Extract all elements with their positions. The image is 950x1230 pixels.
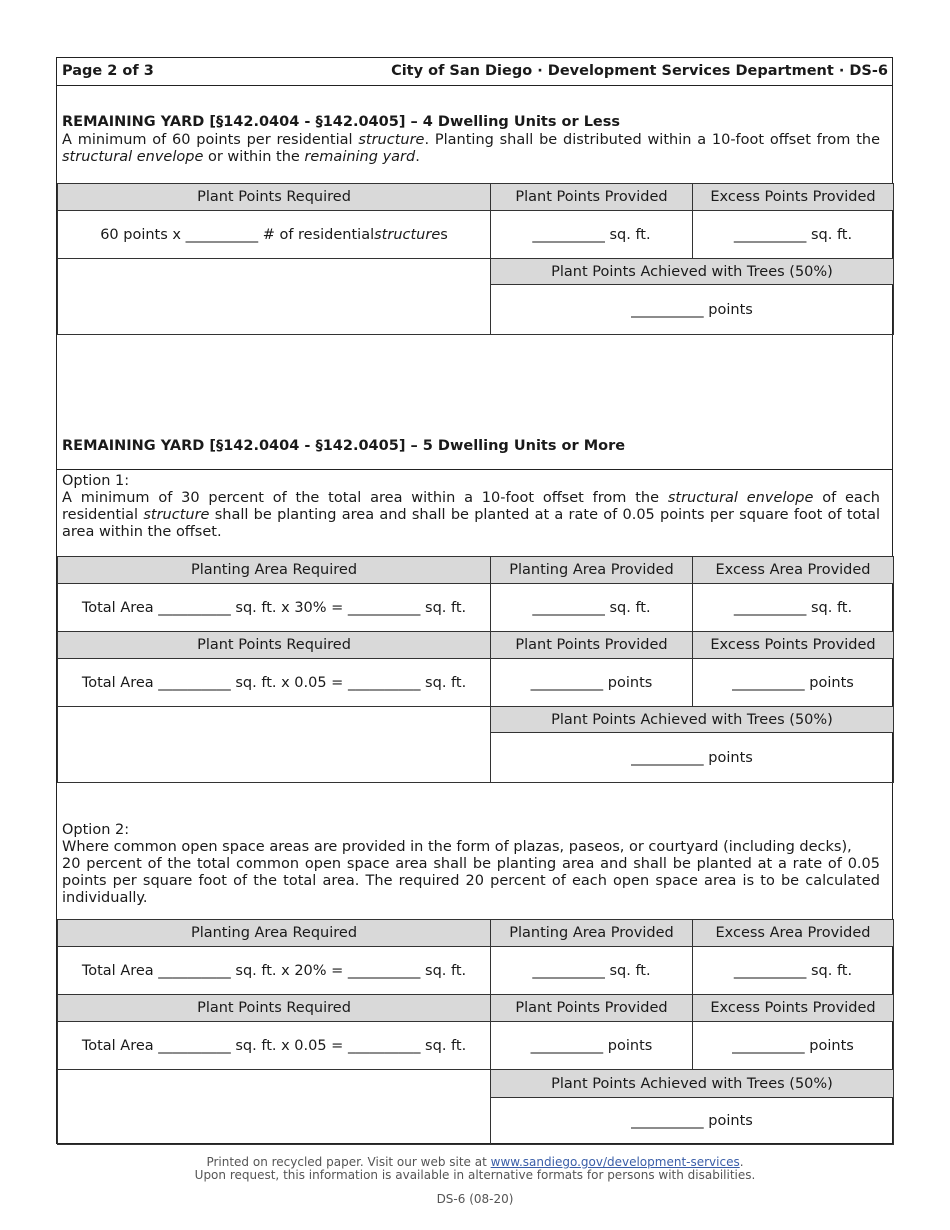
term-remaining-yard: remaining yard — [304, 149, 416, 165]
department-title: City of San Diego · Development Services Department · DS-6 — [391, 63, 888, 79]
option1-label: Option 1: — [62, 473, 130, 489]
o1-points-provided-field[interactable]: __________ points — [490, 658, 693, 707]
footer-line2: Upon request, this information is available in alternative formats for persons with disabilities. — [194, 1168, 756, 1182]
s1-points-required-field[interactable] — [57, 210, 491, 259]
form-page — [56, 57, 893, 1144]
term-structural-envelope: structural envelope — [667, 490, 814, 506]
text: shall be planting area and shall be planted at a rate of 0.05 points per square foot of total area within the offset. — [62, 507, 881, 540]
o1-excess-points-field[interactable]: __________ points — [692, 658, 894, 707]
o1-header-points-provided: Plant Points Provided — [490, 631, 693, 659]
text: . — [415, 149, 420, 165]
text: Printed on recycled paper. Visit our web site at — [206, 1155, 491, 1169]
s1-points-provided-field[interactable]: __________ sq. ft. — [490, 210, 693, 259]
blank-cell — [57, 706, 491, 783]
o1-excess-area-field[interactable]: __________ sq. ft. — [692, 583, 894, 632]
s1-trees-header: Plant Points Achieved with Trees (50%) — [490, 258, 894, 285]
section1-title: REMAINING YARD [§142.0404 - §142.0405] – 4 Dwelling Units or Less — [62, 114, 621, 130]
o2-trees-header: Plant Points Achieved with Trees (50%) — [490, 1069, 894, 1098]
o2-excess-points-field[interactable]: __________ points — [692, 1021, 894, 1070]
o1-header-area-provided: Planting Area Provided — [490, 556, 693, 584]
s1-header-points-provided: Plant Points Provided — [490, 183, 693, 211]
s1-trees-points-field[interactable]: __________ points — [490, 284, 894, 335]
s1-excess-points-field[interactable]: __________ sq. ft. — [692, 210, 894, 259]
o2-trees-points-field[interactable]: __________ points — [490, 1097, 894, 1145]
blank-cell — [57, 258, 491, 335]
text: A minimum of 30 percent of the total area within a 10-foot offset from the — [62, 490, 668, 506]
o1-header-area-required: Planting Area Required — [57, 556, 491, 584]
text: . — [739, 1155, 744, 1169]
o1-header-points-required: Plant Points Required — [57, 631, 491, 659]
page-number: Page 2 of 3 — [62, 63, 154, 79]
option2-intro: Where common open space areas are provided in the form of plazas, paseos, or courtyard (including decks), — [62, 839, 852, 855]
page-header — [57, 58, 892, 86]
o1-area-required-field[interactable]: Total Area __________ sq. ft. x 30% = __________ sq. ft. — [57, 583, 491, 632]
o2-area-provided-field[interactable]: __________ sq. ft. — [490, 946, 693, 995]
text: s — [440, 226, 448, 243]
text: of each residential — [62, 490, 880, 523]
text: . Planting shall be distributed within a 10-foot offset from the — [424, 132, 881, 148]
o2-points-required-field[interactable]: Total Area __________ sq. ft. x 0.05 = __________ sq. ft. — [57, 1021, 491, 1070]
website-link[interactable]: www.sandiego.gov/development-services — [490, 1155, 740, 1169]
option2-description: 20 percent of the total common open space area shall be planting area and shall be planted at a rate of 0.05 points per square foot of the total area. The required 20 percent of each open space area is to be calculated individually. — [62, 856, 880, 906]
option1-description — [62, 490, 880, 541]
divider — [57, 469, 892, 470]
o2-header-area-provided: Planting Area Provided — [490, 919, 693, 947]
text: or within the — [203, 149, 305, 165]
o2-excess-area-field[interactable]: __________ sq. ft. — [692, 946, 894, 995]
text: A minimum of 60 points per residential — [62, 132, 359, 148]
option2-label: Option 2: — [62, 822, 130, 838]
section1-description — [62, 132, 880, 166]
term-structure: structure — [358, 132, 425, 148]
o2-header-excess-area: Excess Area Provided — [692, 919, 894, 947]
text: 60 points x __________ # of residential — [100, 226, 375, 243]
o2-header-points-provided: Plant Points Provided — [490, 994, 693, 1022]
term-structure: structure — [374, 226, 441, 243]
s1-header-excess-points: Excess Points Provided — [692, 183, 894, 211]
term-structure: structure — [143, 507, 210, 523]
o1-area-provided-field[interactable]: __________ sq. ft. — [490, 583, 693, 632]
s1-header-points-required: Plant Points Required — [57, 183, 491, 211]
term-structural-envelope: structural envelope — [62, 149, 204, 165]
o1-trees-header: Plant Points Achieved with Trees (50%) — [490, 706, 894, 733]
o1-header-excess-area: Excess Area Provided — [692, 556, 894, 584]
o2-area-required-field[interactable]: Total Area __________ sq. ft. x 20% = __________ sq. ft. — [57, 946, 491, 995]
o2-header-excess-points: Excess Points Provided — [692, 994, 894, 1022]
o1-trees-points-field[interactable]: __________ points — [490, 732, 894, 783]
blank-cell — [57, 1069, 491, 1145]
o2-header-points-required: Plant Points Required — [57, 994, 491, 1022]
o2-points-provided-field[interactable]: __________ points — [490, 1021, 693, 1070]
section2-title: REMAINING YARD [§142.0404 - §142.0405] – 5 Dwelling Units or More — [62, 438, 626, 454]
o2-header-area-required: Planting Area Required — [57, 919, 491, 947]
o1-header-excess-points: Excess Points Provided — [692, 631, 894, 659]
form-code: DS-6 (08-20) — [436, 1192, 514, 1206]
o1-points-required-field[interactable]: Total Area __________ sq. ft. x 0.05 = __________ sq. ft. — [57, 658, 491, 707]
